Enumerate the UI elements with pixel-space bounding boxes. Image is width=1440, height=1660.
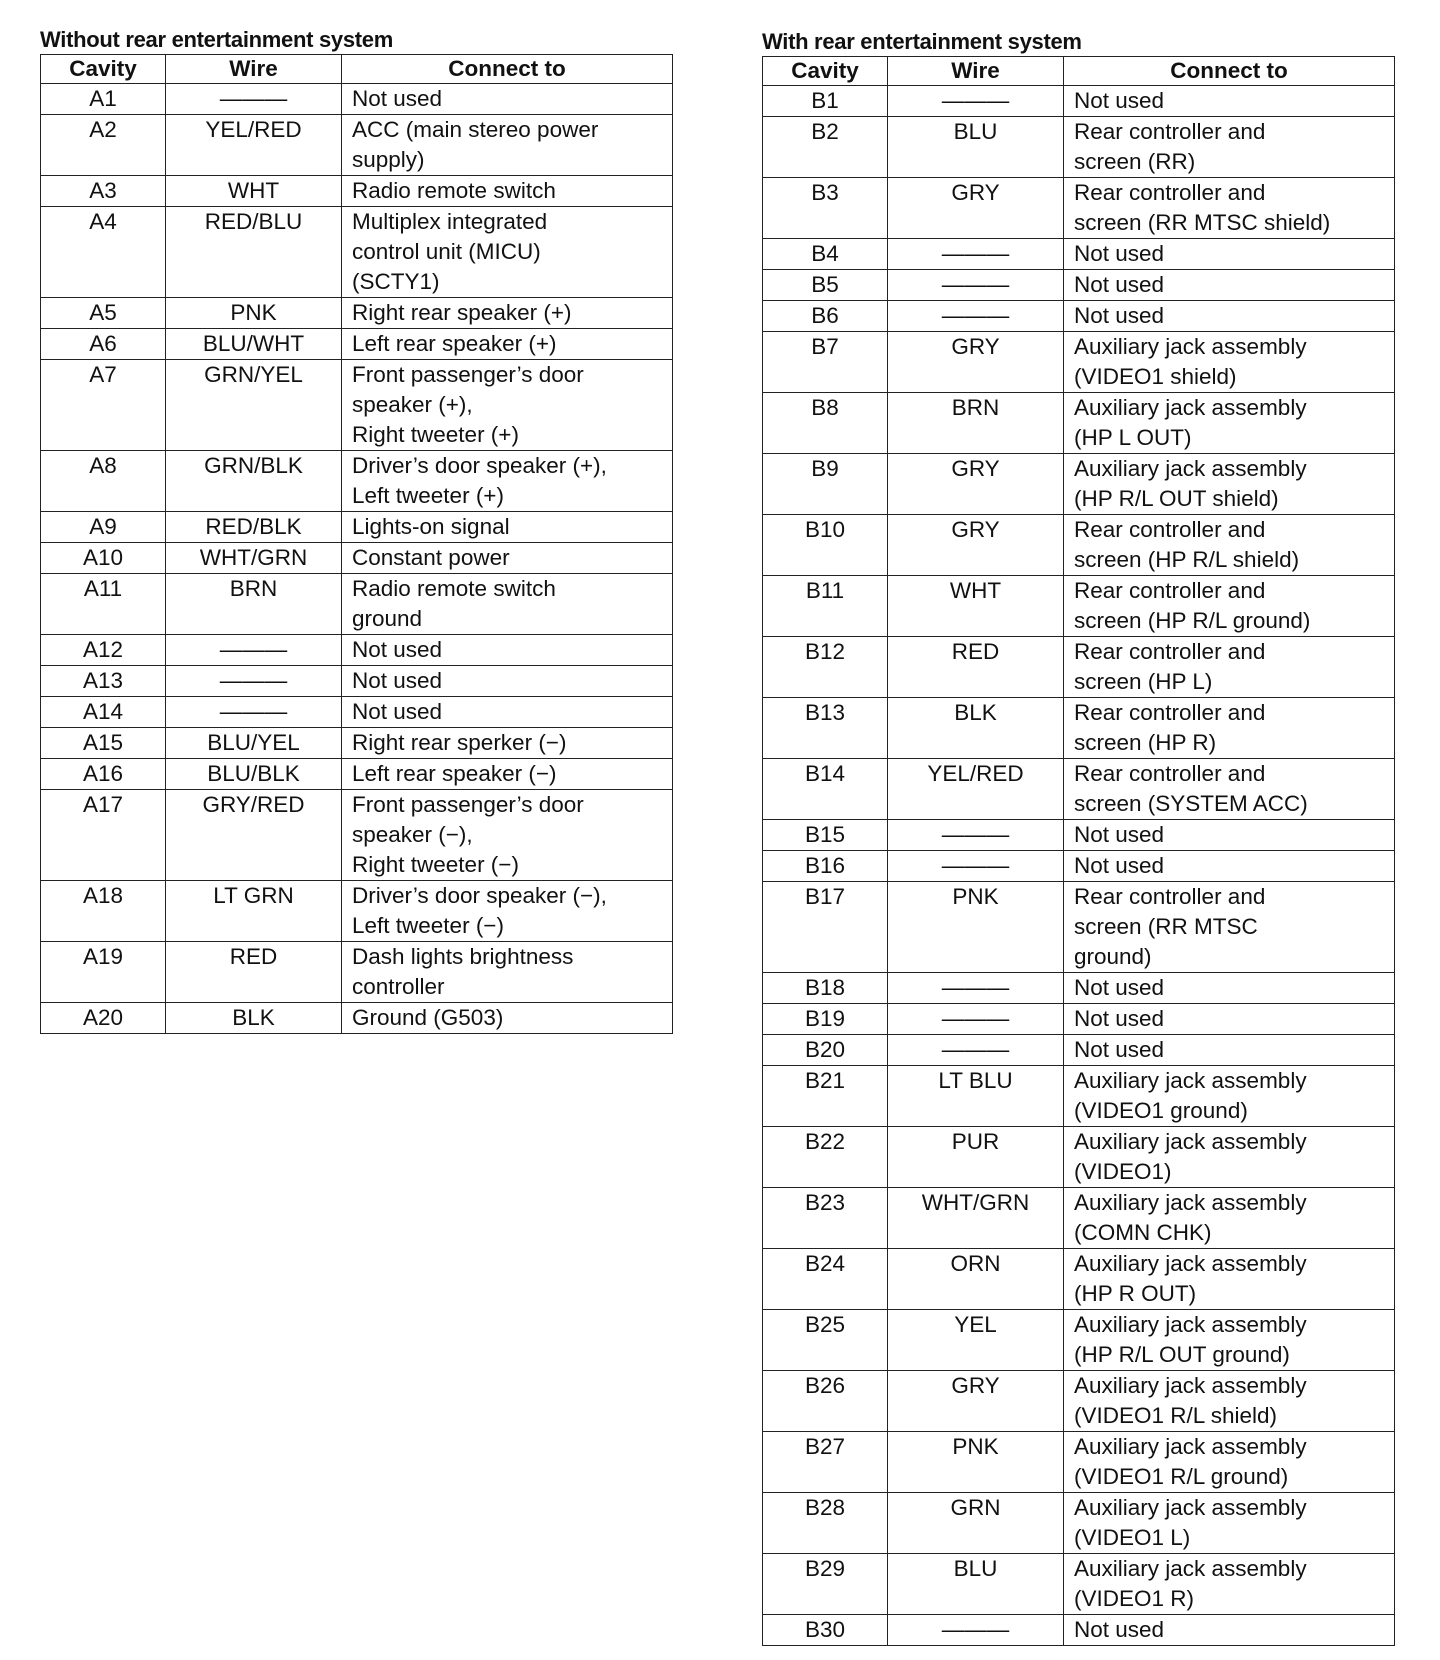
table-title: With rear entertainment system <box>762 29 1082 54</box>
connect-to-cell: Constant power <box>342 543 673 574</box>
cavity-cell: B22 <box>763 1127 888 1188</box>
connect-to-cell: Auxiliary jack assembly (VIDEO1 L) <box>1064 1493 1395 1554</box>
wire-cell: BRN <box>888 393 1064 454</box>
connect-to-cell: Auxiliary jack assembly (VIDEO1 ground) <box>1064 1066 1395 1127</box>
connect-to-cell: Not used <box>1064 1035 1395 1066</box>
table-row <box>41 298 673 329</box>
connect-to-cell: Dash lights brightness controller <box>342 942 673 1003</box>
connect-to-cell: Not used <box>342 635 673 666</box>
connect-to-cell: Not used <box>1064 820 1395 851</box>
wire-cell: PUR <box>888 1127 1064 1188</box>
header-connect-to: Connect to <box>342 55 673 84</box>
wire-cell: GRY <box>888 332 1064 393</box>
cavity-cell: B26 <box>763 1371 888 1432</box>
connect-to-cell: Not used <box>342 697 673 728</box>
cavity-cell: A8 <box>41 451 166 512</box>
table-row <box>763 301 1395 332</box>
table-section-with-rear-entertainment <box>762 28 1394 1646</box>
wire-cell: ——— <box>888 270 1064 301</box>
connect-to-cell: Right rear speaker (+) <box>342 298 673 329</box>
wire-cell: LT BLU <box>888 1066 1064 1127</box>
wire-cell: ——— <box>888 1615 1064 1646</box>
connect-to-cell: Driver’s door speaker (−), Left tweeter (−) <box>342 881 673 942</box>
cavity-cell: A15 <box>41 728 166 759</box>
wire-cell: YEL <box>888 1310 1064 1371</box>
header-cavity: Cavity <box>41 55 166 84</box>
table-row <box>41 329 673 360</box>
connect-to-cell: Auxiliary jack assembly (HP L OUT) <box>1064 393 1395 454</box>
cavity-cell: B8 <box>763 393 888 454</box>
wire-cell: ——— <box>888 86 1064 117</box>
cavity-cell: B28 <box>763 1493 888 1554</box>
wire-cell: ——— <box>888 301 1064 332</box>
wire-cell: GRY <box>888 454 1064 515</box>
table-row <box>41 451 673 512</box>
cavity-cell: A1 <box>41 84 166 115</box>
cavity-cell: B2 <box>763 117 888 178</box>
wire-cell: ——— <box>888 973 1064 1004</box>
cavity-cell: A12 <box>41 635 166 666</box>
wire-cell: LT GRN <box>166 881 342 942</box>
wire-cell: YEL/RED <box>888 759 1064 820</box>
connect-to-cell: Not used <box>1064 270 1395 301</box>
table-row <box>763 270 1395 301</box>
table-row <box>41 635 673 666</box>
wire-cell: GRY/RED <box>166 790 342 881</box>
wire-cell: GRY <box>888 515 1064 576</box>
table-row <box>763 1004 1395 1035</box>
wire-cell: BLU/BLK <box>166 759 342 790</box>
wire-cell: ——— <box>888 1004 1064 1035</box>
cavity-cell: A9 <box>41 512 166 543</box>
table-title: Without rear entertainment system <box>40 27 393 52</box>
table-row <box>41 881 673 942</box>
wire-cell: ——— <box>166 635 342 666</box>
connect-to-cell: Rear controller and screen (HP R/L ground) <box>1064 576 1395 637</box>
cavity-cell: B30 <box>763 1615 888 1646</box>
header-wire: Wire <box>166 55 342 84</box>
header-cavity: Cavity <box>763 57 888 86</box>
table-row <box>763 515 1395 576</box>
table-row <box>763 1310 1395 1371</box>
table-body <box>763 86 1395 1646</box>
wire-cell: BLU/YEL <box>166 728 342 759</box>
wire-cell: RED/BLU <box>166 207 342 298</box>
connect-to-cell: Not used <box>342 666 673 697</box>
wire-cell: ——— <box>888 1035 1064 1066</box>
connector-table-a <box>40 54 673 1034</box>
connect-to-cell: Auxiliary jack assembly (HP R/L OUT shield) <box>1064 454 1395 515</box>
connect-to-cell: Not used <box>1064 1004 1395 1035</box>
connect-to-cell: Front passenger’s door speaker (−), Right tweeter (−) <box>342 790 673 881</box>
connect-to-cell: Ground (G503) <box>342 1003 673 1034</box>
table-row <box>41 543 673 574</box>
wire-cell: PNK <box>888 882 1064 973</box>
connect-to-cell: Not used <box>1064 1615 1395 1646</box>
connect-to-cell: Not used <box>1064 851 1395 882</box>
cavity-cell: B11 <box>763 576 888 637</box>
table-row <box>763 239 1395 270</box>
connect-to-cell: Front passenger’s door speaker (+), Right tweeter (+) <box>342 360 673 451</box>
cavity-cell: B4 <box>763 239 888 270</box>
cavity-cell: A2 <box>41 115 166 176</box>
connect-to-cell: Left rear speaker (−) <box>342 759 673 790</box>
wire-cell: BLK <box>166 1003 342 1034</box>
connect-to-cell: Auxiliary jack assembly (HP R OUT) <box>1064 1249 1395 1310</box>
wire-cell: GRN/YEL <box>166 360 342 451</box>
table-row <box>41 574 673 635</box>
wire-cell: ——— <box>166 697 342 728</box>
table-row <box>763 1127 1395 1188</box>
table-row <box>763 1432 1395 1493</box>
cavity-cell: B12 <box>763 637 888 698</box>
cavity-cell: B13 <box>763 698 888 759</box>
table-row <box>41 759 673 790</box>
header-wire: Wire <box>888 57 1064 86</box>
wire-cell: WHT <box>888 576 1064 637</box>
cavity-cell: B15 <box>763 820 888 851</box>
connector-table-b <box>762 56 1395 1646</box>
table-row <box>763 973 1395 1004</box>
table-body <box>41 84 673 1034</box>
connect-to-cell: Rear controller and screen (SYSTEM ACC) <box>1064 759 1395 820</box>
cavity-cell: A16 <box>41 759 166 790</box>
table-row <box>763 117 1395 178</box>
wire-cell: BLU <box>888 1554 1064 1615</box>
cavity-cell: A13 <box>41 666 166 697</box>
cavity-cell: A19 <box>41 942 166 1003</box>
table-row <box>763 1554 1395 1615</box>
connect-to-cell: Auxiliary jack assembly (HP R/L OUT ground) <box>1064 1310 1395 1371</box>
wire-cell: RED <box>166 942 342 1003</box>
cavity-cell: B23 <box>763 1188 888 1249</box>
wire-cell: PNK <box>166 298 342 329</box>
connect-to-cell: Rear controller and screen (RR MTSC shield) <box>1064 178 1395 239</box>
connect-to-cell: ACC (main stereo power supply) <box>342 115 673 176</box>
table-row <box>763 882 1395 973</box>
cavity-cell: B6 <box>763 301 888 332</box>
table-row <box>763 178 1395 239</box>
table-row <box>763 1188 1395 1249</box>
table-row <box>41 666 673 697</box>
cavity-cell: B17 <box>763 882 888 973</box>
cavity-cell: B27 <box>763 1432 888 1493</box>
connect-to-cell: Auxiliary jack assembly (VIDEO1) <box>1064 1127 1395 1188</box>
wire-cell: BRN <box>166 574 342 635</box>
connect-to-cell: Auxiliary jack assembly (VIDEO1 R/L shield) <box>1064 1371 1395 1432</box>
cavity-cell: B20 <box>763 1035 888 1066</box>
table-row <box>763 454 1395 515</box>
cavity-cell: B9 <box>763 454 888 515</box>
cavity-cell: A6 <box>41 329 166 360</box>
cavity-cell: B1 <box>763 86 888 117</box>
connect-to-cell: Radio remote switch ground <box>342 574 673 635</box>
wire-cell: ——— <box>888 851 1064 882</box>
table-row <box>41 360 673 451</box>
cavity-cell: B21 <box>763 1066 888 1127</box>
wire-cell: RED/BLK <box>166 512 342 543</box>
wire-cell: GRN <box>888 1493 1064 1554</box>
connect-to-cell: Right rear sperker (−) <box>342 728 673 759</box>
wire-cell: WHT/GRN <box>888 1188 1064 1249</box>
cavity-cell: A18 <box>41 881 166 942</box>
cavity-cell: A10 <box>41 543 166 574</box>
connect-to-cell: Not used <box>1064 239 1395 270</box>
table-row <box>763 1249 1395 1310</box>
connect-to-cell: Auxiliary jack assembly (VIDEO1 R/L ground) <box>1064 1432 1395 1493</box>
cavity-cell: B24 <box>763 1249 888 1310</box>
table-row <box>763 1371 1395 1432</box>
connect-to-cell: Rear controller and screen (HP L) <box>1064 637 1395 698</box>
cavity-cell: B10 <box>763 515 888 576</box>
wire-cell: WHT/GRN <box>166 543 342 574</box>
table-row <box>41 697 673 728</box>
cavity-cell: A20 <box>41 1003 166 1034</box>
header-row <box>41 55 673 84</box>
connect-to-cell: Not used <box>1064 301 1395 332</box>
cavity-cell: B19 <box>763 1004 888 1035</box>
connect-to-cell: Radio remote switch <box>342 176 673 207</box>
connect-to-cell: Not used <box>1064 86 1395 117</box>
header-connect-to: Connect to <box>1064 57 1395 86</box>
table-row <box>41 942 673 1003</box>
wire-cell: WHT <box>166 176 342 207</box>
wire-cell: ORN <box>888 1249 1064 1310</box>
table-row <box>763 820 1395 851</box>
table-row <box>41 207 673 298</box>
connect-to-cell: Lights-on signal <box>342 512 673 543</box>
cavity-cell: A7 <box>41 360 166 451</box>
wire-cell: YEL/RED <box>166 115 342 176</box>
cavity-cell: A14 <box>41 697 166 728</box>
cavity-cell: B25 <box>763 1310 888 1371</box>
cavity-cell: B5 <box>763 270 888 301</box>
cavity-cell: B3 <box>763 178 888 239</box>
table-row <box>763 1066 1395 1127</box>
wire-cell: GRY <box>888 1371 1064 1432</box>
connect-to-cell: Rear controller and screen (HP R/L shield) <box>1064 515 1395 576</box>
table-row <box>763 332 1395 393</box>
cavity-cell: A11 <box>41 574 166 635</box>
wire-cell: ——— <box>888 239 1064 270</box>
table-row <box>763 759 1395 820</box>
table-row <box>41 1003 673 1034</box>
connect-to-cell: Auxiliary jack assembly (VIDEO1 R) <box>1064 1554 1395 1615</box>
table-row <box>763 1035 1395 1066</box>
wire-cell: RED <box>888 637 1064 698</box>
wire-cell: ——— <box>166 666 342 697</box>
table-row <box>41 512 673 543</box>
table-section-without-rear-entertainment <box>40 26 672 1034</box>
cavity-cell: B7 <box>763 332 888 393</box>
connect-to-cell: Driver’s door speaker (+), Left tweeter (+) <box>342 451 673 512</box>
cavity-cell: B29 <box>763 1554 888 1615</box>
table-row <box>763 698 1395 759</box>
table-row <box>763 1615 1395 1646</box>
table-row <box>41 176 673 207</box>
wire-cell: GRN/BLK <box>166 451 342 512</box>
cavity-cell: A3 <box>41 176 166 207</box>
connect-to-cell: Left rear speaker (+) <box>342 329 673 360</box>
wire-cell: BLU/WHT <box>166 329 342 360</box>
cavity-cell: A5 <box>41 298 166 329</box>
table-row <box>763 1493 1395 1554</box>
connect-to-cell: Multiplex integrated control unit (MICU) (SCTY1) <box>342 207 673 298</box>
wire-cell: BLU <box>888 117 1064 178</box>
cavity-cell: B16 <box>763 851 888 882</box>
table-row <box>763 86 1395 117</box>
cavity-cell: B18 <box>763 973 888 1004</box>
table-row <box>41 115 673 176</box>
connect-to-cell: Not used <box>1064 973 1395 1004</box>
connect-to-cell: Rear controller and screen (HP R) <box>1064 698 1395 759</box>
wire-cell: ——— <box>166 84 342 115</box>
connect-to-cell: Auxiliary jack assembly (VIDEO1 shield) <box>1064 332 1395 393</box>
connect-to-cell: Rear controller and screen (RR) <box>1064 117 1395 178</box>
wire-cell: GRY <box>888 178 1064 239</box>
cavity-cell: A4 <box>41 207 166 298</box>
connect-to-cell: Not used <box>342 84 673 115</box>
connect-to-cell: Auxiliary jack assembly (COMN CHK) <box>1064 1188 1395 1249</box>
table-row <box>41 728 673 759</box>
table-row <box>41 84 673 115</box>
table-row <box>41 790 673 881</box>
wire-cell: PNK <box>888 1432 1064 1493</box>
wire-cell: ——— <box>888 820 1064 851</box>
cavity-cell: B14 <box>763 759 888 820</box>
table-row <box>763 851 1395 882</box>
table-row <box>763 393 1395 454</box>
connect-to-cell: Rear controller and screen (RR MTSC ground) <box>1064 882 1395 973</box>
cavity-cell: A17 <box>41 790 166 881</box>
header-row <box>763 57 1395 86</box>
table-row <box>763 576 1395 637</box>
wire-cell: BLK <box>888 698 1064 759</box>
table-row <box>763 637 1395 698</box>
